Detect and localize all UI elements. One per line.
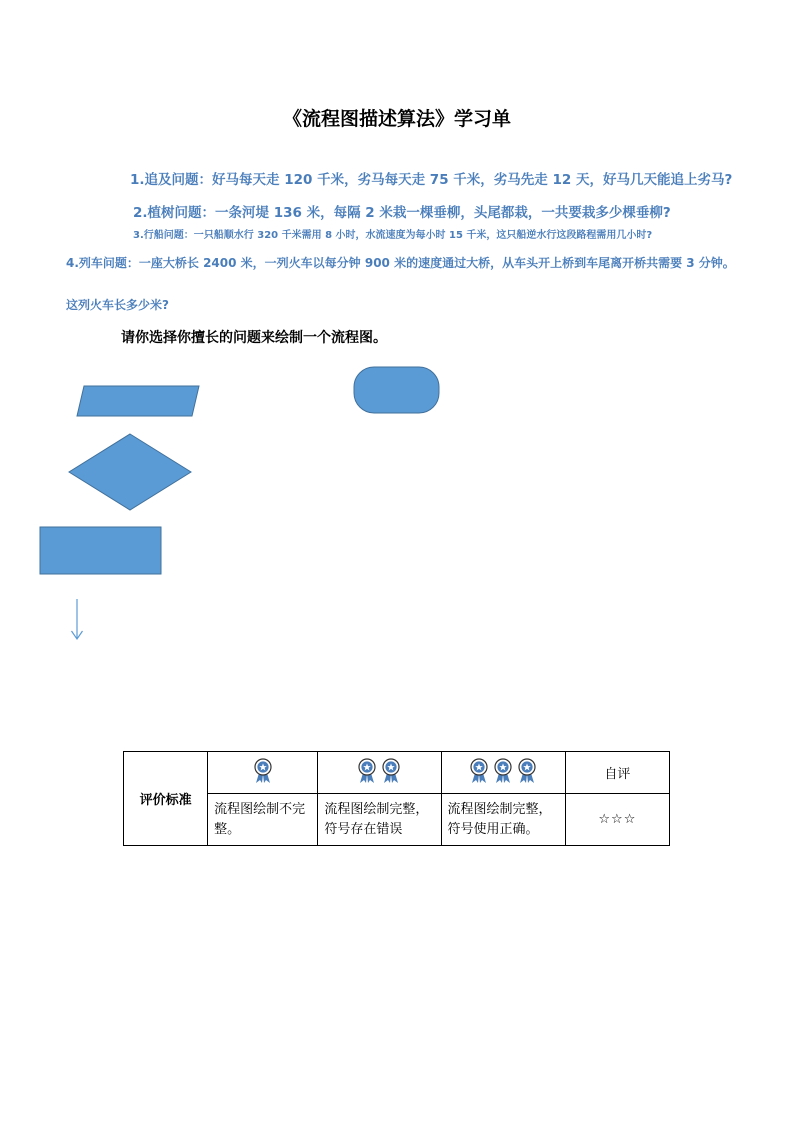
evaluation-table <box>123 751 670 846</box>
process-rectangle[interactable] <box>39 526 163 576</box>
award-ribbon-icon <box>381 758 401 788</box>
input-output-parallelogram[interactable] <box>76 385 200 417</box>
level-2-medals <box>318 752 441 794</box>
start-end-terminal[interactable] <box>353 366 440 414</box>
self-eval-header: 自评 <box>565 752 669 794</box>
award-ribbon-icon <box>253 758 273 788</box>
level-1-description: 流程图绘制不完整。 <box>208 794 318 846</box>
question-4-line-2: 这列火车长多少米? <box>66 298 169 312</box>
flow-arrow[interactable] <box>70 598 84 642</box>
page-title: 《流程图描述算法》学习单 <box>282 108 511 130</box>
level-1-medals <box>208 752 318 794</box>
award-ribbon-icon <box>469 758 489 788</box>
award-ribbon-icon <box>517 758 537 788</box>
question-1: 1.追及问题：好马每天走 120 千米，劣马每天走 75 千米，劣马先走 12 天，好马几天能追上劣马? <box>130 172 733 188</box>
level-2-description: 流程图绘制完整，符号存在错误 <box>318 794 441 846</box>
question-4-line-1: 4.列车问题：一座大桥长 2400 米，一列火车以每分钟 900 米的速度通过大桥，从车头开上桥到车尾离开桥共需要 3 分钟。 <box>66 256 735 270</box>
question-2: 2.植树问题：一条河堤 136 米，每隔 2 米栽一棵垂柳，头尾都栽，一共要栽多少棵垂柳? <box>133 205 671 221</box>
award-ribbon-icon <box>493 758 513 788</box>
decision-diamond[interactable] <box>67 433 193 511</box>
level-3-medals <box>441 752 565 794</box>
question-3: 3.行船问题：一只船顺水行 320 千米需用 8 小时，水流速度为每小时 15 千米，这只船逆水行这段路程需用几小时? <box>133 230 653 241</box>
evaluation-label: 评价标准 <box>124 752 208 846</box>
award-ribbon-icon <box>357 758 377 788</box>
instruction-text: 请你选择你擅长的问题来绘制一个流程图。 <box>121 330 387 346</box>
self-eval-stars[interactable]: ☆☆☆ <box>565 794 669 846</box>
level-3-description: 流程图绘制完整，符号使用正确。 <box>441 794 565 846</box>
